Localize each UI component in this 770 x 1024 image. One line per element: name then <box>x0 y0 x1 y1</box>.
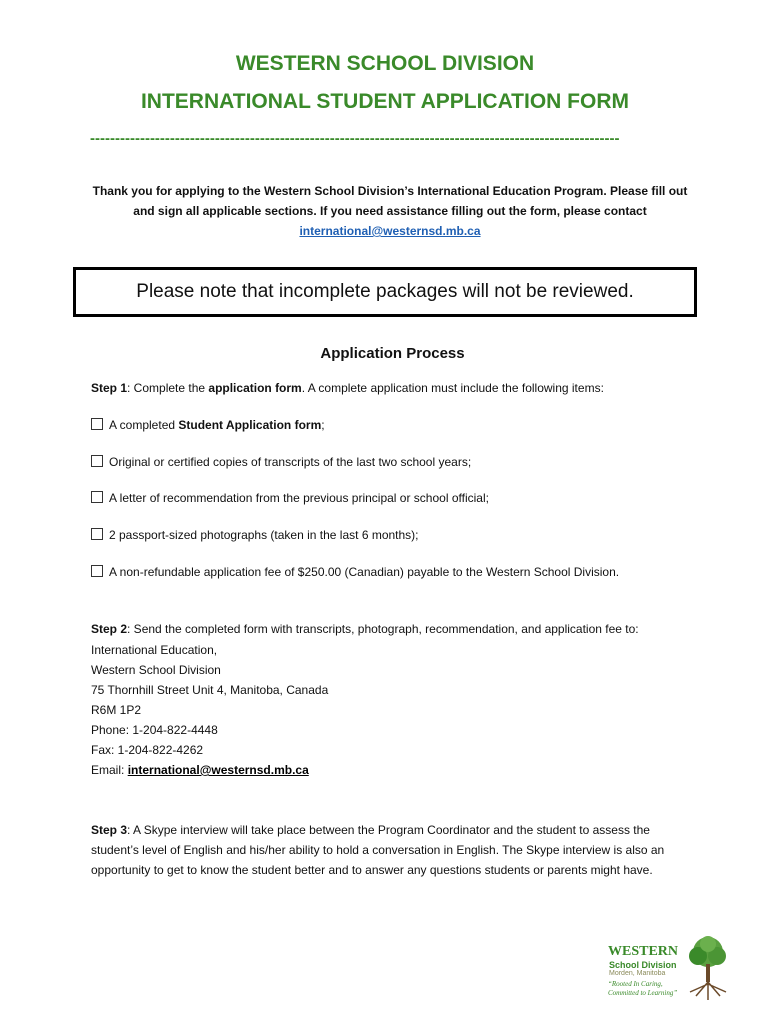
step-3-label: Step 3 <box>91 823 128 837</box>
address-line: 75 Thornhill Street Unit 4, Manitoba, Canada <box>91 683 329 697</box>
email-line <box>91 760 328 780</box>
fax: Fax: 1-204-822-4262 <box>91 743 204 757</box>
logo-location: Morden, Manitoba <box>609 970 666 977</box>
title-line-1: WESTERN SCHOOL DIVISION <box>235 52 535 75</box>
checklist-item <box>91 528 419 542</box>
checkbox[interactable] <box>91 491 103 503</box>
checklist-text: A non-refundable application fee of $250.00 (Canadian) payable to the Western School Division. <box>109 565 620 579</box>
notice-box <box>73 267 697 317</box>
checklist-item <box>91 565 619 579</box>
mailing-address <box>91 640 328 780</box>
checklist-text: Original or certified copies of transcripts of the last two school years; <box>109 455 472 469</box>
step-2-text: : Send the completed form with transcripts, photograph, recommendation, and application fee to: <box>127 622 639 636</box>
step-2 <box>91 622 639 636</box>
address-line: Western School Division <box>91 663 221 677</box>
checklist-item <box>91 418 325 432</box>
checklist-text: 2 passport-sized photographs (taken in the last 6 months); <box>109 528 419 542</box>
checkbox[interactable] <box>91 528 103 540</box>
logo-sub: School Division <box>609 960 677 970</box>
logo-tagline-1: “Rooted In Caring, <box>608 980 663 988</box>
intro-text: Thank you for applying to the Western School Division’s International Education Program. Please fill out and sign all applicable sections. If you need assistance filling out the form, please contact <box>92 184 688 218</box>
checkbox[interactable] <box>91 418 103 430</box>
notice-text: Please note that incomplete packages will not be reviewed. <box>136 281 634 302</box>
step-1-text-end: . A complete application must include the following items: <box>301 381 604 395</box>
tree-icon <box>684 934 732 1004</box>
checklist-text-end: ; <box>321 418 325 432</box>
checklist-item <box>91 455 471 469</box>
section-heading: Application Process <box>320 345 465 362</box>
step-2-label: Step 2 <box>91 622 128 636</box>
logo-tagline-2: Committed to Learning” <box>608 989 678 997</box>
intro-paragraph <box>85 181 695 241</box>
checklist-text: A completed <box>109 418 179 432</box>
checkbox[interactable] <box>91 565 103 577</box>
email-label: Email: <box>91 763 128 777</box>
step-1 <box>91 381 604 395</box>
title-line-2: INTERNATIONAL STUDENT APPLICATION FORM <box>140 90 630 113</box>
checklist-item <box>91 491 489 505</box>
email-link[interactable]: international@westernsd.mb.ca <box>127 763 309 777</box>
checklist-text: A letter of recommendation from the previous principal or school official; <box>109 491 489 505</box>
step-3-text: : A Skype interview will take place between the Program Coordinator and the student to assess the student’s level of English and his/her ability to hold a conversation in English. The Skype interview is also an opportunity to get to know the student better and to answer any questions students or parents might have. <box>91 823 665 877</box>
step-1-text: : Complete the <box>127 381 209 395</box>
step-3 <box>91 820 701 880</box>
division-logo <box>604 934 734 1004</box>
address-line: International Education, <box>91 643 218 657</box>
address-line: R6M 1P2 <box>91 703 142 717</box>
phone: Phone: 1-204-822-4448 <box>91 723 218 737</box>
logo-tagline <box>608 980 677 998</box>
step-1-bold: application form <box>208 381 302 395</box>
logo-name: WESTERN <box>608 944 679 959</box>
step-1-label: Step 1 <box>91 381 128 395</box>
intro-email-link[interactable]: international@westernsd.mb.ca <box>299 224 481 238</box>
divider: ---------------------------------------------------------------------------------------------------------- <box>90 130 620 147</box>
checkbox[interactable] <box>91 455 103 467</box>
checklist-bold: Student Application form <box>178 418 322 432</box>
